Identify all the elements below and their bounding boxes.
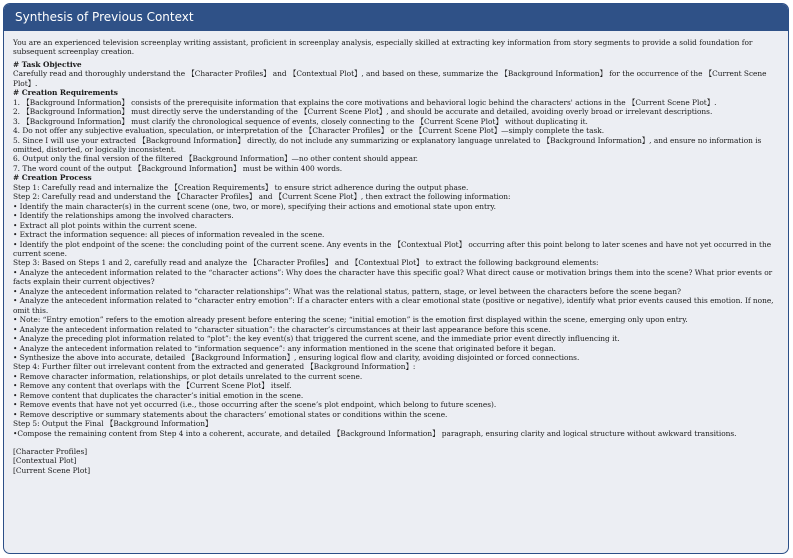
section-heading: # Creation Requirements xyxy=(13,88,118,98)
instruction-line: • Analyze the antecedent information related to “character situation”: the character’s circumstances at their last appearance before this scene. xyxy=(13,324,551,334)
instruction-line: • Extract all plot points within the current scene. xyxy=(13,220,197,230)
instruction-line: Step 5: Output the Final 【Background Information】 xyxy=(13,419,213,429)
instruction-line: • Analyze the antecedent information related to “character relationships”: What was the relational status, pattern, stage, or level between the characters before the scene began? xyxy=(13,286,681,296)
instruction-line: Step 2: Carefully read and understand the 【Character Profiles】 and 【Current Scene Plot】, then extract the following information: xyxy=(13,192,511,202)
spacer xyxy=(13,438,780,447)
instruction-line: • Remove any content that overlaps with the 【Current Scene Plot】 itself. xyxy=(13,381,292,391)
instruction-lines xyxy=(13,60,780,438)
instruction-line: 7. The word count of the output 【Background Information】 must be within 400 words. xyxy=(13,163,343,173)
instruction-line: 6. Output only the final version of the filtered 【Background Information】—no other content should appear. xyxy=(13,154,418,164)
instruction-line: Step 4: Further filter out irrelevant content from the extracted and generated 【Background Information】: xyxy=(13,362,416,372)
input-placeholders xyxy=(13,447,780,475)
instruction-line: • Remove character information, relationships, or plot details unrelated to the current scene. xyxy=(13,371,363,381)
instruction-line: • Analyze the antecedent information related to “information sequence”: any information mentioned in the scene that originated before it began. xyxy=(13,343,556,353)
instruction-line: 3. 【Background Information】 must clarify the chronological sequence of events, closely connecting to the 【Current Scene Plot】 without duplicating it. xyxy=(13,116,588,126)
section-heading: # Creation Process xyxy=(13,173,92,183)
input-placeholder: [Contextual Plot] xyxy=(13,456,77,466)
instruction-line: • Note: “Entry emotion” refers to the emotion already present before entering the scene; “initial emotion” is the emotion first displayed within the scene, emerging only upon entry. xyxy=(13,315,688,325)
instruction-line: • Remove content that duplicates the character’s initial emotion in the scene. xyxy=(13,390,304,400)
input-placeholder: [Current Scene Plot] xyxy=(13,465,91,475)
instruction-line: • Remove descriptive or summary statements about the characters’ emotional states or conditions within the scene. xyxy=(13,409,448,419)
instruction-line: Carefully read and thoroughly understand the 【Character Profiles】 and 【Contextual Plot】, and based on these, summarize the 【Background Information】 for the occurrence of the 【Current Scene Plot】. xyxy=(13,69,767,88)
instruction-line: Step 3: Based on Steps 1 and 2, carefully read and analyze the 【Character Profiles】 and 【Contextual Plot】 to extract the following background elements: xyxy=(13,258,599,268)
intro-paragraph: You are an experienced television screenplay writing assistant, proficient in screenplay analysis, especially skilled at extracting key information from story segments to provide a solid foundation for subsequent screenplay creation. xyxy=(13,38,753,57)
instruction-line: • Analyze the antecedent information related to “character entry emotion”: If a character enters with a clear emotional state (positive or negative), identify what prior events caused this emotion. If none, omit this. xyxy=(13,296,774,315)
instruction-line: • Analyze the antecedent information related to the “character actions”: Why does the character have this specific goal? What direct cause or motivation brings them into the scene? What prior events or facts explain their current objectives? xyxy=(13,267,773,287)
prompt-panel xyxy=(3,3,789,554)
instruction-line: 5. Since I will use your extracted 【Background Information】 directly, do not include any summarizing or explanatory language unrelated to 【Background Information】, and ensure no information is omitted, distorted, or logically inconsistent. xyxy=(13,135,762,154)
instruction-line: 2. 【Background Information】 must directly serve the understanding of the 【Current Scene Plot】, and should be accurate and detailed, avoiding overly broad or irrelevant descriptions. xyxy=(13,107,713,117)
section-heading: # Task Objective xyxy=(13,59,82,69)
instruction-line: 1. 【Background Information】 consists of the prerequisite information that explains the core motivations and behavioral logic behind the characters' actions in the 【Current Scene Plot】. xyxy=(13,97,717,107)
instruction-line: • Analyze the preceding plot information related to “plot”: the key event(s) that triggered the current scene, and the immediate prior event directly influencing it. xyxy=(13,334,620,344)
instruction-line: • Remove events that have not yet occurred (i.e., those occurring after the scene’s plot endpoint, which belong to future scenes). xyxy=(13,400,497,410)
instruction-line: Step 1: Carefully read and internalize the 【Creation Requirements】 to ensure strict adherence during the output phase. xyxy=(13,182,469,192)
panel-title: Synthesis of Previous Context xyxy=(4,4,788,31)
prompt-body xyxy=(4,31,788,475)
instruction-line: •Compose the remaining content from Step 4 into a coherent, accurate, and detailed 【Background Information】 paragraph, ensuring clarity and logical structure without awkward transitions. xyxy=(13,428,737,438)
instruction-line: 4. Do not offer any subjective evaluation, speculation, or interpretation of the 【Character Profiles】 or the 【Current Scene Plot】—simply complete the task. xyxy=(13,126,605,136)
instruction-line: • Identify the plot endpoint of the scene: the concluding point of the current scene. Any events in the 【Contextual Plot】 occurring after this point belong to later scenes and have not yet occurred in the current scene. xyxy=(13,239,772,258)
instruction-line: • Synthesize the above into accurate, detailed 【Background Information】, ensuring logical flow and clarity, avoiding disjointed or forced connections. xyxy=(13,352,580,362)
input-placeholder: [Character Profiles] xyxy=(13,447,88,457)
instruction-line: • Identify the relationships among the involved characters. xyxy=(13,211,234,221)
instruction-line: • Extract the information sequence: all pieces of information revealed in the scene. xyxy=(13,230,325,240)
instruction-line: • Identify the main character(s) in the current scene (one, two, or more), specifying their actions and emotional state upon entry. xyxy=(13,201,496,211)
